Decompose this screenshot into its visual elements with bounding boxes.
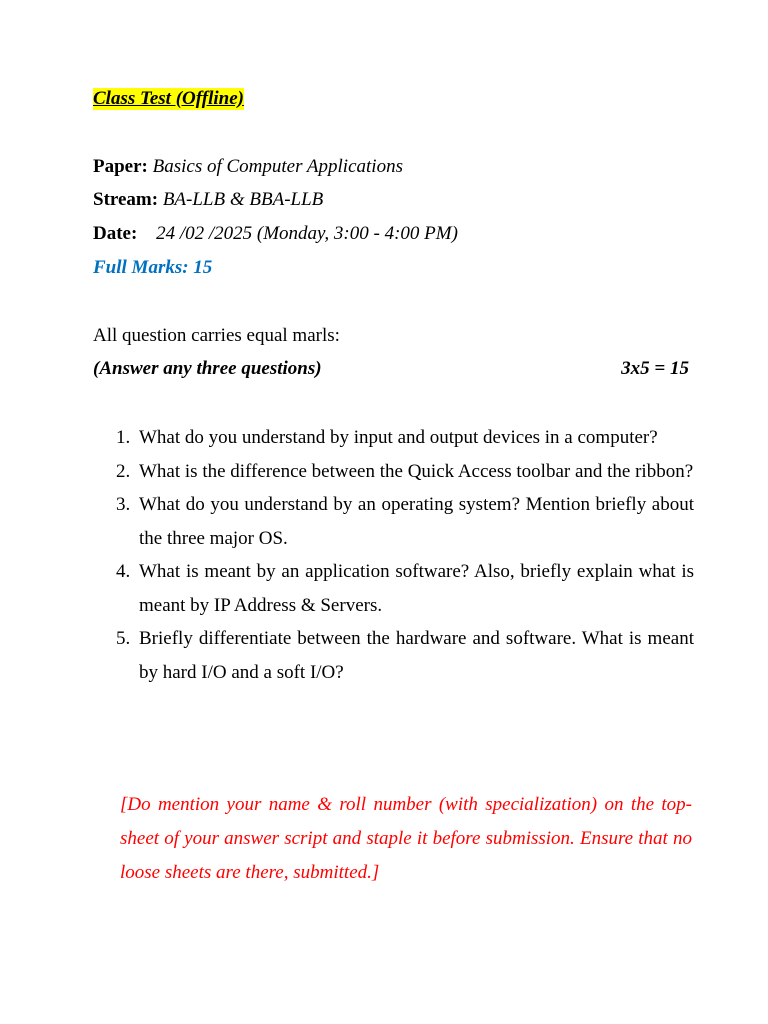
question-number: 1. xyxy=(116,427,131,448)
question-item xyxy=(110,421,694,455)
question-number: 2. xyxy=(116,460,131,482)
question-text: What do you understand by input and output devices in a computer? xyxy=(139,427,658,448)
date-line xyxy=(93,222,458,246)
question-number: 5. xyxy=(116,628,131,649)
paper-line xyxy=(93,155,403,179)
question-item xyxy=(110,488,694,555)
stream-line xyxy=(93,188,323,212)
question-item xyxy=(110,455,694,489)
stream-value: BA-LLB & BBA-LLB xyxy=(162,189,324,210)
answer-any-text: (Answer any three questions) xyxy=(93,358,322,379)
date-value: 24 /02 /2025 (Monday, 3:00 - 4:00 PM) xyxy=(156,223,458,244)
instruction-line: All question carries equal marls: xyxy=(93,325,340,346)
submission-note: [Do mention your name & roll number (with specialization) on the top-sheet of your answer script and staple it before submission. Ensure that no loose sheets are there, submitted.] xyxy=(120,794,692,883)
question-text: Briefly differentiate between the hardware and software. What is meant by hard I/O and a soft I/O? xyxy=(139,628,694,683)
question-item xyxy=(110,622,694,689)
question-item xyxy=(110,555,694,622)
paper-label: Paper: xyxy=(93,156,148,177)
paper-value: Basics of Computer Applications xyxy=(152,156,403,177)
question-list xyxy=(110,421,694,689)
document-title: Class Test (Offline) xyxy=(93,88,244,109)
question-text: What is meant by an application software? Also, briefly explain what is meant by IP Address & Servers. xyxy=(139,561,694,616)
stream-label: Stream: xyxy=(93,189,159,210)
question-text: What is the difference between the Quick Access toolbar and the ribbon? xyxy=(139,460,694,482)
date-label: Date: xyxy=(93,223,138,244)
question-number: 3. xyxy=(116,494,131,515)
question-number: 4. xyxy=(116,561,131,582)
answer-instruction-row xyxy=(93,357,689,381)
marks-formula: 3x5 = 15 xyxy=(621,358,689,379)
full-marks: Full Marks: 15 xyxy=(93,257,213,278)
question-text: What do you understand by an operating system? Mention briefly about the three major OS. xyxy=(139,494,694,549)
